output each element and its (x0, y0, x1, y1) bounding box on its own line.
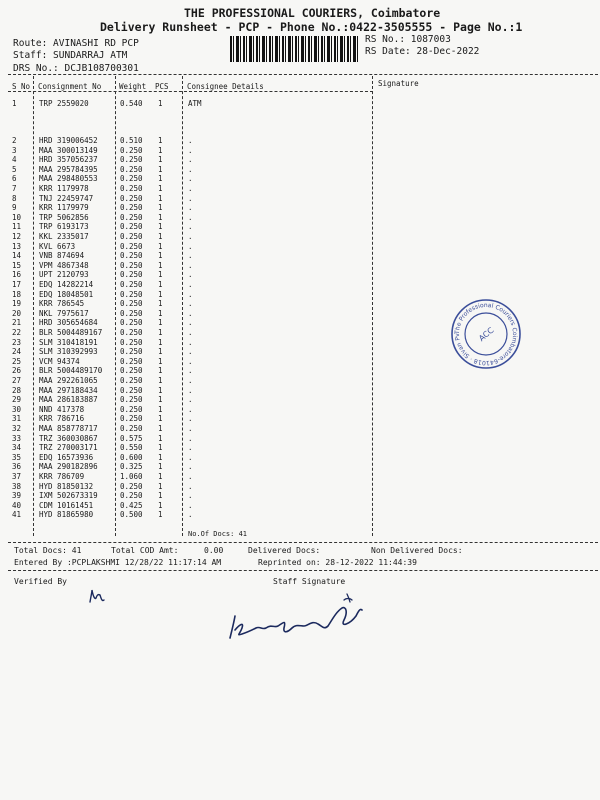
row-consignee: . (188, 462, 193, 472)
row-consignment: TRZ 360030867 (39, 433, 98, 443)
row-weight: 0.250 (120, 155, 143, 165)
row-sno: 22 (12, 328, 22, 337)
delivered-docs: Delivered Docs: (248, 546, 321, 555)
table-row (0, 491, 370, 500)
footer-top-rule (8, 542, 598, 543)
table-row (0, 299, 370, 308)
row-consignment: EDQ 18048501 (39, 289, 94, 299)
row-sno: 20 (12, 308, 22, 318)
row-weight: 0.575 (120, 433, 143, 443)
row-consignee: . (188, 318, 193, 328)
table-row (0, 194, 370, 203)
row-weight: 0.250 (120, 481, 143, 491)
row-weight: 0.500 (120, 510, 143, 520)
row-consignee: . (188, 174, 193, 184)
row-pcs: 1 (158, 510, 163, 520)
row-sno: 15 (12, 260, 22, 270)
row-sno: 38 (12, 481, 22, 491)
table-row (0, 270, 370, 279)
row-pcs: 1 (158, 270, 163, 280)
table-row (0, 414, 370, 423)
table-row (0, 424, 370, 433)
row-consignee: . (188, 241, 193, 251)
row-consignment: KRR 786709 (39, 472, 85, 481)
table-row (0, 309, 370, 318)
row-sno: 31 (12, 414, 22, 424)
row-consignment: KKL 2335017 (39, 232, 89, 241)
row-consignee: . (188, 184, 193, 193)
row-consignment: TRP 5062856 (39, 212, 89, 222)
row-consignment: NKL 7975617 (39, 308, 89, 318)
row-weight: 0.250 (120, 164, 143, 174)
row-pcs: 1 (158, 222, 163, 232)
row-consignee: . (188, 280, 193, 289)
rs-date: RS Date: 28-Dec-2022 (365, 46, 480, 57)
row-consignee: . (188, 299, 193, 309)
row-consignee: . (188, 289, 193, 299)
row-consignee: . (188, 356, 193, 366)
table-row (0, 376, 370, 385)
row-weight: 0.250 (120, 184, 143, 193)
row-consignment: MAA 295784395 (39, 164, 98, 174)
row-consignment: IXM 502673319 (39, 491, 98, 501)
row-consignment: KRR 1179978 (39, 184, 89, 193)
row-sno: 30 (12, 404, 22, 414)
row-consignee: . (188, 193, 193, 203)
row-consignee: . (188, 164, 193, 174)
row-consignment: TRP 6193173 (39, 222, 89, 232)
row-consignee: . (188, 366, 193, 376)
row-consignee: . (188, 424, 193, 433)
row-weight: 0.250 (120, 280, 143, 289)
row-weight: 0.250 (120, 260, 143, 270)
row-pcs: 1 (158, 366, 163, 376)
drs-number: DRS No.: DCJB108700301 (13, 63, 139, 74)
table-row (0, 232, 370, 241)
table-row (0, 99, 370, 108)
row-weight: 0.425 (120, 500, 143, 510)
row-weight: 0.250 (120, 404, 143, 414)
row-pcs: 1 (158, 260, 163, 270)
row-consignee: . (188, 260, 193, 270)
row-pcs: 1 (158, 289, 163, 299)
row-consignment: NND 417378 (39, 404, 85, 414)
table-row (0, 146, 370, 155)
col-header-signature: Signature (378, 79, 419, 88)
row-consignee: . (188, 145, 193, 155)
row-pcs: 1 (158, 328, 163, 337)
row-pcs: 1 (158, 424, 163, 433)
row-sno: 18 (12, 289, 22, 299)
row-pcs: 1 (158, 481, 163, 491)
row-consignee: . (188, 376, 193, 385)
row-consignment: MAA 290182896 (39, 462, 98, 472)
row-pcs: 1 (158, 136, 163, 145)
table-row (0, 165, 370, 174)
row-weight: 0.250 (120, 251, 143, 261)
row-pcs: 1 (158, 376, 163, 385)
no-of-docs: No.Of Docs: 41 (188, 530, 248, 538)
table-row (0, 472, 370, 481)
row-consignee: . (188, 404, 193, 414)
table-row (0, 242, 370, 251)
row-weight: 0.250 (120, 385, 143, 395)
row-pcs: 1 (158, 500, 163, 510)
row-consignee: . (188, 385, 193, 395)
row-weight: 0.250 (120, 395, 143, 405)
row-weight: 0.250 (120, 193, 143, 203)
table-row (0, 510, 370, 519)
row-sno: 2 (12, 136, 17, 145)
row-weight: 0.250 (120, 491, 143, 501)
row-weight: 0.250 (120, 414, 143, 424)
verifier-initials (86, 586, 110, 608)
row-consignment: HYD 81865980 (39, 510, 94, 520)
row-consignment: MAA 297188434 (39, 385, 98, 395)
row-sno: 13 (12, 241, 22, 251)
row-consignment: TNJ 22459747 (39, 193, 94, 203)
row-consignee: . (188, 328, 193, 337)
col-header-weight: Weight (119, 82, 147, 91)
row-sno: 19 (12, 299, 22, 309)
table-row (0, 338, 370, 347)
row-pcs: 1 (158, 337, 163, 347)
table-row (0, 434, 370, 443)
table-row (0, 290, 370, 299)
table-top-rule (8, 74, 598, 75)
row-sno: 26 (12, 366, 22, 376)
row-weight: 0.250 (120, 241, 143, 251)
row-pcs: 1 (158, 232, 163, 241)
table-row (0, 184, 370, 193)
row-pcs: 1 (158, 164, 163, 174)
row-sno: 8 (12, 193, 17, 203)
row-consignee: . (188, 308, 193, 318)
company-title: THE PROFESSIONAL COURIERS, Coimbatore (184, 6, 441, 20)
row-sno: 36 (12, 462, 22, 472)
row-sno: 12 (12, 232, 22, 241)
table-row (0, 347, 370, 356)
row-consignment: TRZ 270003171 (39, 443, 98, 453)
table-row (0, 174, 370, 183)
table-row (0, 203, 370, 212)
row-consignment: BLR 5004489167 (39, 328, 103, 337)
col-header-consignment: Consignment No (38, 82, 102, 91)
row-consignee: . (188, 491, 193, 501)
row-weight: 0.250 (120, 232, 143, 241)
row-sno: 4 (12, 155, 17, 165)
row-weight: 0.250 (120, 347, 143, 357)
row-pcs: 1 (158, 241, 163, 251)
row-weight: 0.250 (120, 356, 143, 366)
row-consignee: . (188, 452, 193, 462)
row-sno: 1 (12, 99, 17, 108)
row-sno: 11 (12, 222, 22, 232)
row-sno: 40 (12, 500, 22, 510)
table-row (0, 462, 370, 471)
row-consignment: KVL 6673 (39, 241, 76, 251)
row-weight: 0.250 (120, 424, 143, 433)
row-consignee: . (188, 270, 193, 280)
row-consignment: HRD 305654684 (39, 318, 98, 328)
row-consignment: MAA 286183887 (39, 395, 98, 405)
row-consignment: MAA 858778717 (39, 424, 98, 433)
row-consignee: . (188, 347, 193, 357)
verified-by-label: Verified By (14, 577, 67, 586)
row-consignment: VCM 94374 (39, 356, 80, 366)
row-consignment: MAA 292261065 (39, 376, 98, 385)
table-row (0, 222, 370, 231)
row-pcs: 1 (158, 404, 163, 414)
table-row (0, 251, 370, 260)
staff-label: Staff: SUNDARRAJ ATM (13, 50, 128, 61)
row-pcs: 1 (158, 145, 163, 155)
row-consignee: . (188, 155, 193, 165)
row-pcs: 1 (158, 184, 163, 193)
row-consignee: . (188, 337, 193, 347)
row-pcs: 1 (158, 462, 163, 472)
row-consignee: . (188, 222, 193, 232)
barcode (230, 36, 360, 62)
row-weight: 0.250 (120, 337, 143, 347)
row-sno: 32 (12, 424, 22, 433)
row-weight: 0.540 (120, 99, 143, 108)
table-row (0, 366, 370, 375)
total-docs: Total Docs: 41 (14, 546, 82, 555)
row-weight: 0.250 (120, 270, 143, 280)
row-consignee: . (188, 414, 193, 424)
row-consignment: TRP 2559020 (39, 99, 89, 108)
row-pcs: 1 (158, 395, 163, 405)
table-row (0, 405, 370, 414)
column-divider (372, 76, 373, 536)
row-sno: 35 (12, 452, 22, 462)
total-cod-amount: 0.00 (204, 546, 224, 555)
row-consignment: EDQ 14282214 (39, 280, 94, 289)
row-weight: 0.550 (120, 443, 143, 453)
row-weight: 0.250 (120, 289, 143, 299)
row-sno: 10 (12, 212, 22, 222)
route-label: Route: AVINASHI RD PCP (13, 38, 139, 49)
staff-signature-label: Staff Signature (273, 577, 346, 586)
row-consignee: . (188, 510, 193, 520)
row-consignment: BLR 5004489170 (39, 366, 103, 376)
table-row (0, 395, 370, 404)
row-pcs: 1 (158, 99, 163, 108)
entered-by: Entered By :PCPLAKSHMI 12/28/22 11:17:14 AM (14, 558, 222, 567)
row-weight: 0.600 (120, 452, 143, 462)
row-weight: 0.250 (120, 376, 143, 385)
row-sno: 5 (12, 164, 17, 174)
row-pcs: 1 (158, 299, 163, 309)
rs-number: RS No.: 1087003 (365, 34, 451, 45)
row-pcs: 1 (158, 193, 163, 203)
row-sno: 29 (12, 395, 22, 405)
row-sno: 21 (12, 318, 22, 328)
row-sno: 16 (12, 270, 22, 280)
col-header-consignee: Consignee Details (187, 82, 264, 91)
staff-signature (222, 590, 372, 650)
row-consignment: HYD 81850132 (39, 481, 94, 491)
col-header-sno: S No (12, 82, 31, 91)
row-sno: 6 (12, 174, 17, 184)
table-row (0, 443, 370, 452)
row-weight: 1.060 (120, 472, 143, 481)
row-consignment: EDQ 16573936 (39, 452, 94, 462)
row-pcs: 1 (158, 385, 163, 395)
row-weight: 0.250 (120, 366, 143, 376)
row-weight: 0.510 (120, 136, 143, 145)
row-weight: 0.250 (120, 145, 143, 155)
row-sno: 25 (12, 356, 22, 366)
row-consignee: . (188, 136, 193, 145)
row-pcs: 1 (158, 251, 163, 261)
row-consignee: . (188, 232, 193, 241)
row-sno: 39 (12, 491, 22, 501)
company-stamp (450, 298, 522, 374)
table-row (0, 501, 370, 510)
row-sno: 41 (12, 510, 22, 520)
row-weight: 0.250 (120, 174, 143, 184)
table-row (0, 482, 370, 491)
table-row (0, 213, 370, 222)
row-weight: 0.250 (120, 328, 143, 337)
row-pcs: 1 (158, 452, 163, 462)
row-consignee: . (188, 203, 193, 213)
row-consignee: . (188, 395, 193, 405)
row-sno: 23 (12, 337, 22, 347)
row-consignee: . (188, 472, 193, 481)
row-weight: 0.325 (120, 462, 143, 472)
row-weight: 0.250 (120, 203, 143, 213)
row-consignee: . (188, 251, 193, 261)
row-consignment: HRD 357056237 (39, 155, 98, 165)
row-consignment: SLM 310418191 (39, 337, 98, 347)
row-sno: 14 (12, 251, 22, 261)
row-consignee: . (188, 212, 193, 222)
row-weight: 0.250 (120, 308, 143, 318)
table-row (0, 136, 370, 145)
row-pcs: 1 (158, 174, 163, 184)
reprinted-on: Reprinted on: 28-12-2022 11:44:39 (258, 558, 417, 567)
row-pcs: 1 (158, 433, 163, 443)
row-sno: 9 (12, 203, 17, 213)
row-pcs: 1 (158, 472, 163, 481)
row-pcs: 1 (158, 155, 163, 165)
svg-text:The Professional Couriers Coim: The Professional Couriers Coimbatore-641018 · Sivan Pv (453, 301, 519, 367)
row-consignment: HRD 319006452 (39, 136, 98, 145)
row-sno: 28 (12, 385, 22, 395)
table-row (0, 280, 370, 289)
row-consignment: MAA 300013149 (39, 145, 98, 155)
row-pcs: 1 (158, 203, 163, 213)
row-sno: 37 (12, 472, 22, 481)
row-consignment: KRR 786716 (39, 414, 85, 424)
footer-bottom-rule (8, 570, 598, 571)
row-sno: 17 (12, 280, 22, 289)
row-pcs: 1 (158, 308, 163, 318)
table-header-rule (8, 91, 373, 92)
row-pcs: 1 (158, 280, 163, 289)
row-sno: 3 (12, 145, 17, 155)
row-sno: 33 (12, 433, 22, 443)
table-row (0, 261, 370, 270)
row-consignee: . (188, 481, 193, 491)
row-consignee: . (188, 500, 193, 510)
table-row (0, 357, 370, 366)
row-consignment: SLM 310392993 (39, 347, 98, 357)
row-consignment: KRR 786545 (39, 299, 85, 309)
row-consignee: ATM (188, 99, 202, 108)
row-sno: 24 (12, 347, 22, 357)
non-delivered-docs: Non Delivered Docs: (371, 546, 463, 555)
row-weight: 0.250 (120, 299, 143, 309)
row-weight: 0.250 (120, 318, 143, 328)
row-sno: 27 (12, 376, 22, 385)
row-consignment: MAA 298480553 (39, 174, 98, 184)
row-consignee: . (188, 433, 193, 443)
table-row (0, 328, 370, 337)
row-weight: 0.250 (120, 212, 143, 222)
runsheet-subtitle: Delivery Runsheet - PCP - Phone No.:0422-3505555 - Page No.:1 (100, 20, 523, 34)
table-row (0, 453, 370, 462)
row-sno: 34 (12, 443, 22, 453)
row-consignment: UPT 2120793 (39, 270, 89, 280)
row-consignee: . (188, 443, 193, 453)
table-row (0, 386, 370, 395)
row-pcs: 1 (158, 443, 163, 453)
total-cod-label: Total COD Amt: (111, 546, 179, 555)
col-header-pcs: PCS (155, 82, 169, 91)
row-weight: 0.250 (120, 222, 143, 232)
table-row (0, 318, 370, 327)
row-consignment: KRR 1179979 (39, 203, 89, 213)
row-consignment: VPM 4867348 (39, 260, 89, 270)
row-pcs: 1 (158, 414, 163, 424)
row-pcs: 1 (158, 347, 163, 357)
row-pcs: 1 (158, 318, 163, 328)
row-consignment: CDM 10161451 (39, 500, 94, 510)
stamp-center-text: ACC (477, 325, 496, 344)
row-consignment: VNB 874694 (39, 251, 85, 261)
table-row (0, 155, 370, 164)
row-sno: 7 (12, 184, 17, 193)
row-pcs: 1 (158, 491, 163, 501)
row-pcs: 1 (158, 356, 163, 366)
row-pcs: 1 (158, 212, 163, 222)
